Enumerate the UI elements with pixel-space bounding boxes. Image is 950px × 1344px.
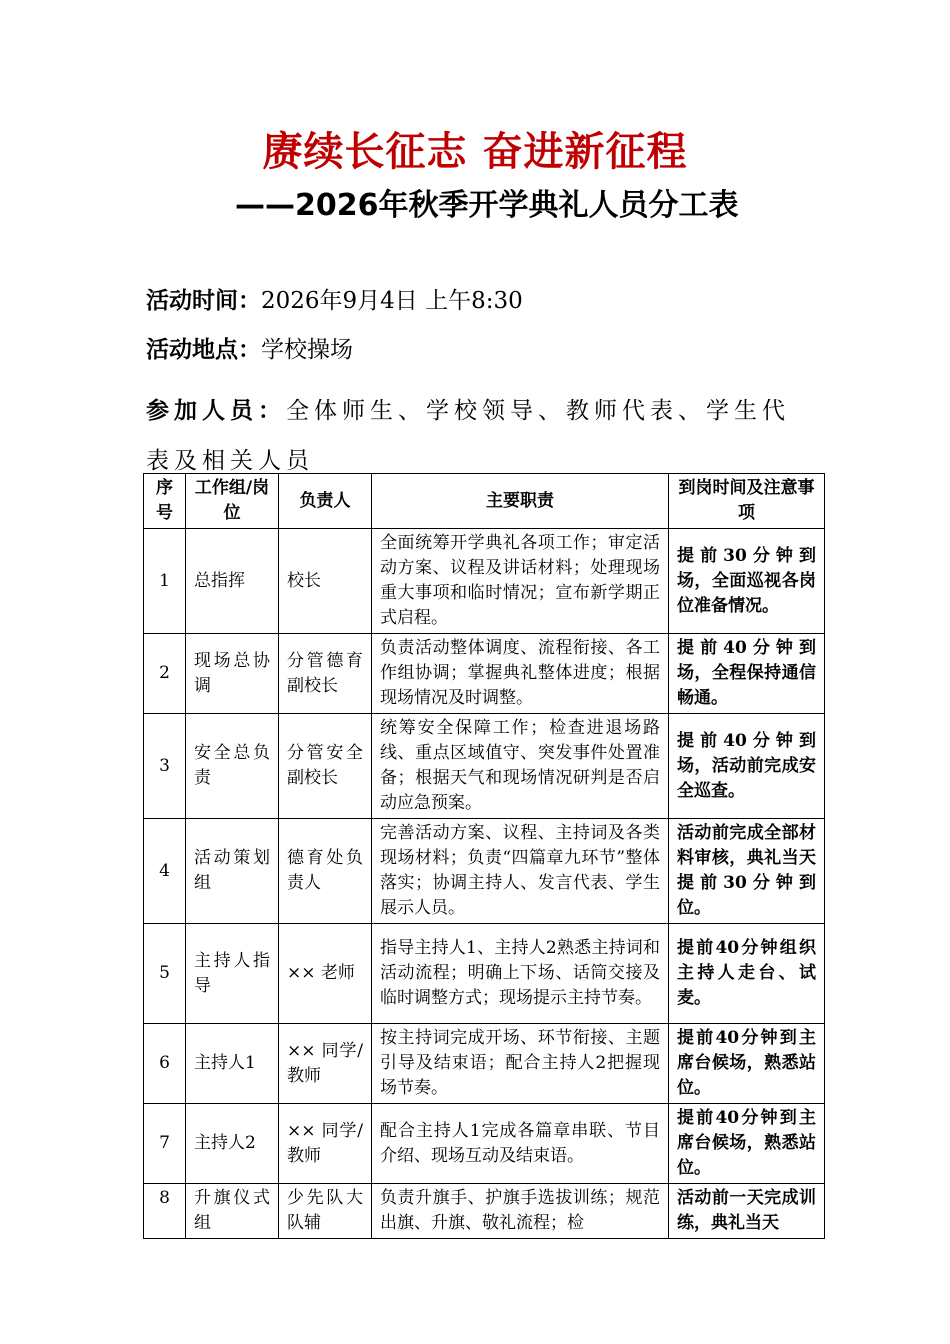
- header-cell-note: 到岗时间及注意事项: [669, 474, 825, 529]
- cell-post: 主持人1: [186, 1024, 279, 1104]
- activity-place-label: 活动地点：: [146, 336, 261, 363]
- header-cell-post: 工作组/岗位: [186, 474, 279, 529]
- cell-note: 提前40分钟到场，活动前完成安全巡查。: [669, 714, 825, 819]
- table-row: [144, 1024, 825, 1104]
- page-title: 赓续长征志 奋进新征程: [262, 129, 688, 175]
- header-cell-lead: 负责人: [279, 474, 372, 529]
- page-subtitle: ——2026年秋季开学典礼人员分工表: [235, 188, 739, 223]
- cell-number: 1: [144, 529, 186, 634]
- activity-place-value: 学校操场: [261, 337, 353, 363]
- cell-duty: 按主持词完成开场、环节衔接、主题引导及结束语；配合主持人2把握现场节奏。: [372, 1024, 669, 1104]
- cell-duty: 统筹安全保障工作；检查进退场路线、重点区域值守、突发事件处置准备；根据天气和现场情况研判是否启动应急预案。: [372, 714, 669, 819]
- participants-label: 参加人员：: [146, 397, 286, 424]
- header-cell-duty: 主要职责: [372, 474, 669, 529]
- table-header-row: [144, 474, 825, 529]
- cell-duty: 全面统筹开学典礼各项工作；审定活动方案、议程及讲话材料；处理现场重大事项和临时情况；宣布新学期正式启程。: [372, 529, 669, 634]
- cell-post: 现场总协调: [186, 634, 279, 714]
- cell-lead: ×× 老师: [279, 924, 372, 1024]
- cell-post: 活动策划组: [186, 819, 279, 924]
- cell-note: 活动前一天完成训练，典礼当天: [669, 1184, 825, 1239]
- table-row: [144, 1184, 825, 1239]
- cell-post: 升旗仪式组: [186, 1184, 279, 1239]
- cell-lead: 分管德育副校长: [279, 634, 372, 714]
- table-row: [144, 634, 825, 714]
- cell-post: 总指挥: [186, 529, 279, 634]
- table-row: [144, 529, 825, 634]
- cell-number: 5: [144, 924, 186, 1024]
- activity-place: [146, 335, 353, 365]
- cell-lead: 分管安全副校长: [279, 714, 372, 819]
- cell-post: 主持人指导: [186, 924, 279, 1024]
- cell-duty: 负责活动整体调度、流程衔接、各工作组协调；掌握典礼整体进度；根据现场情况及时调整。: [372, 634, 669, 714]
- cell-duty: 完善活动方案、议程、主持词及各类现场材料；负责“四篇章九环节”整体落实；协调主持人、发言代表、学生展示人员。: [372, 819, 669, 924]
- cell-note: 提前40分钟到主席台候场，熟悉站位。: [669, 1104, 825, 1184]
- cell-post: 安全总负责: [186, 714, 279, 819]
- staff-assignment-table: [143, 473, 825, 1239]
- cell-number: 8: [144, 1184, 186, 1239]
- table-row: [144, 924, 825, 1024]
- header-cell-number: 序号: [144, 474, 186, 529]
- cell-note: 提前40分钟到场，全程保持通信畅通。: [669, 634, 825, 714]
- cell-post: 主持人2: [186, 1104, 279, 1184]
- cell-note: 活动前完成全部材料审核，典礼当天提前30分钟到位。: [669, 819, 825, 924]
- participants: [146, 386, 808, 486]
- table-row: [144, 819, 825, 924]
- cell-duty: 指导主持人1、主持人2熟悉主持词和活动流程；明确上下场、话筒交接及临时调整方式；现场提示主持节奏。: [372, 924, 669, 1024]
- cell-lead: ×× 同学/教师: [279, 1104, 372, 1184]
- cell-lead: ×× 同学/教师: [279, 1024, 372, 1104]
- cell-number: 7: [144, 1104, 186, 1184]
- activity-time-label: 活动时间：: [146, 287, 261, 314]
- cell-lead: 校长: [279, 529, 372, 634]
- cell-number: 3: [144, 714, 186, 819]
- activity-time: [146, 286, 523, 316]
- cell-number: 4: [144, 819, 186, 924]
- table-row: [144, 1104, 825, 1184]
- activity-time-value: 2026年9月4日 上午8:30: [261, 288, 523, 314]
- cell-duty: 负责升旗手、护旗手选拔训练；规范出旗、升旗、敬礼流程；检: [372, 1184, 669, 1239]
- cell-note: 提前40分钟到主席台候场，熟悉站位。: [669, 1024, 825, 1104]
- cell-number: 2: [144, 634, 186, 714]
- cell-lead: 德育处负责人: [279, 819, 372, 924]
- cell-note: 提前30分钟到场，全面巡视各岗位准备情况。: [669, 529, 825, 634]
- cell-number: 6: [144, 1024, 186, 1104]
- table-row: [144, 714, 825, 819]
- cell-lead: 少先队大队辅: [279, 1184, 372, 1239]
- participants-value: 全体师生、学校领导、教师代表、学生代表及相关人员: [146, 398, 790, 474]
- cell-duty: 配合主持人1完成各篇章串联、节目介绍、现场互动及结束语。: [372, 1104, 669, 1184]
- cell-note: 提前40分钟组织主持人走台、试麦。: [669, 924, 825, 1024]
